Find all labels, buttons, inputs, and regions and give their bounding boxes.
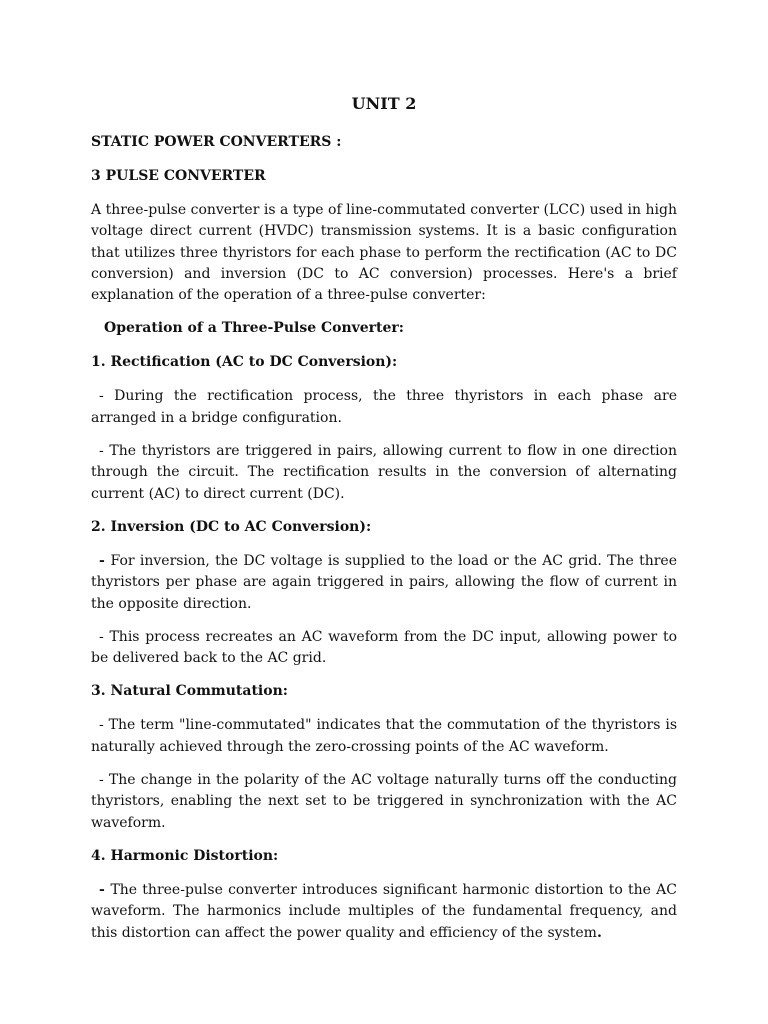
paragraph-text: This process recreates an AC waveform from the DC input, allowing power to be delivered back to the AC grid.	[91, 628, 677, 667]
paragraph-text: The term "line-commutated" indicates that the commutation of the thyristors is naturally achieved through the zero-crossing points of the AC waveform.	[91, 717, 677, 755]
point-paragraph	[91, 880, 677, 944]
paragraph-text: The thyristors are triggered in pairs, allowing current to flow in one direction through the circuit. The rectification results in the conversion of alternating current (AC) to direct current (DC).	[91, 443, 677, 502]
list-dash: -	[99, 443, 110, 460]
list-dash: -	[99, 552, 111, 569]
paragraph-text: The change in the polarity of the AC voltage naturally turns off the conducting thyristors, enabling the next set to be triggered in synchronization with the AC waveform.	[91, 772, 677, 831]
point-heading-inversion: 2. Inversion (DC to AC Conversion):	[91, 518, 372, 535]
point-paragraph	[91, 441, 677, 505]
paragraph-text: The three-pulse converter introduces significant harmonic distortion to the AC waveform. The harmonics include multiples of the fundamental frequency, and this distortion can affect the power quality and efficiency of the system	[91, 881, 677, 941]
list-dash: -	[99, 388, 115, 405]
point-heading-rectification: 1. Rectification (AC to DC Conversion):	[91, 354, 398, 371]
point-paragraph	[91, 770, 677, 834]
point-heading-harmonic-distortion: 4. Harmonic Distortion:	[91, 847, 279, 864]
list-dash: -	[99, 628, 110, 645]
operation-heading: Operation of a Three-Pulse Converter:	[104, 320, 404, 337]
page-title: UNIT 2	[351, 94, 417, 113]
point-paragraph	[91, 386, 677, 429]
list-dash: -	[99, 772, 109, 789]
paragraph-text: During the rectification process, the three thyristors in each phase are arranged in a bridge configuration.	[91, 388, 677, 426]
list-dash: -	[99, 881, 111, 898]
section-heading: STATIC POWER CONVERTERS :	[91, 134, 342, 150]
intro-paragraph: A three-pulse converter is a type of line-commutated converter (LCC) used in high voltage direct current (HVDC) transmission systems. It is a basic configuration that utilizes three thyristors for each phase to perform the rectification (AC to DC conversion) and inversion (DC to AC conversion) processes. Here's a brief explanation of the operation of a three-pulse converter:	[91, 202, 677, 304]
point-heading-natural-commutation: 3. Natural Commutation:	[91, 683, 288, 700]
paragraph-tail: .	[596, 924, 602, 941]
paragraph-text: For inversion, the DC voltage is supplied to the load or the AC grid. The three thyristors per phase are again triggered in pairs, allowing the flow of current in the opposite direction.	[91, 552, 677, 612]
point-paragraph	[91, 627, 677, 670]
list-dash: -	[99, 717, 109, 734]
subsection-heading: 3 PULSE CONVERTER	[91, 168, 266, 184]
point-paragraph	[91, 715, 677, 758]
point-paragraph	[91, 551, 677, 615]
